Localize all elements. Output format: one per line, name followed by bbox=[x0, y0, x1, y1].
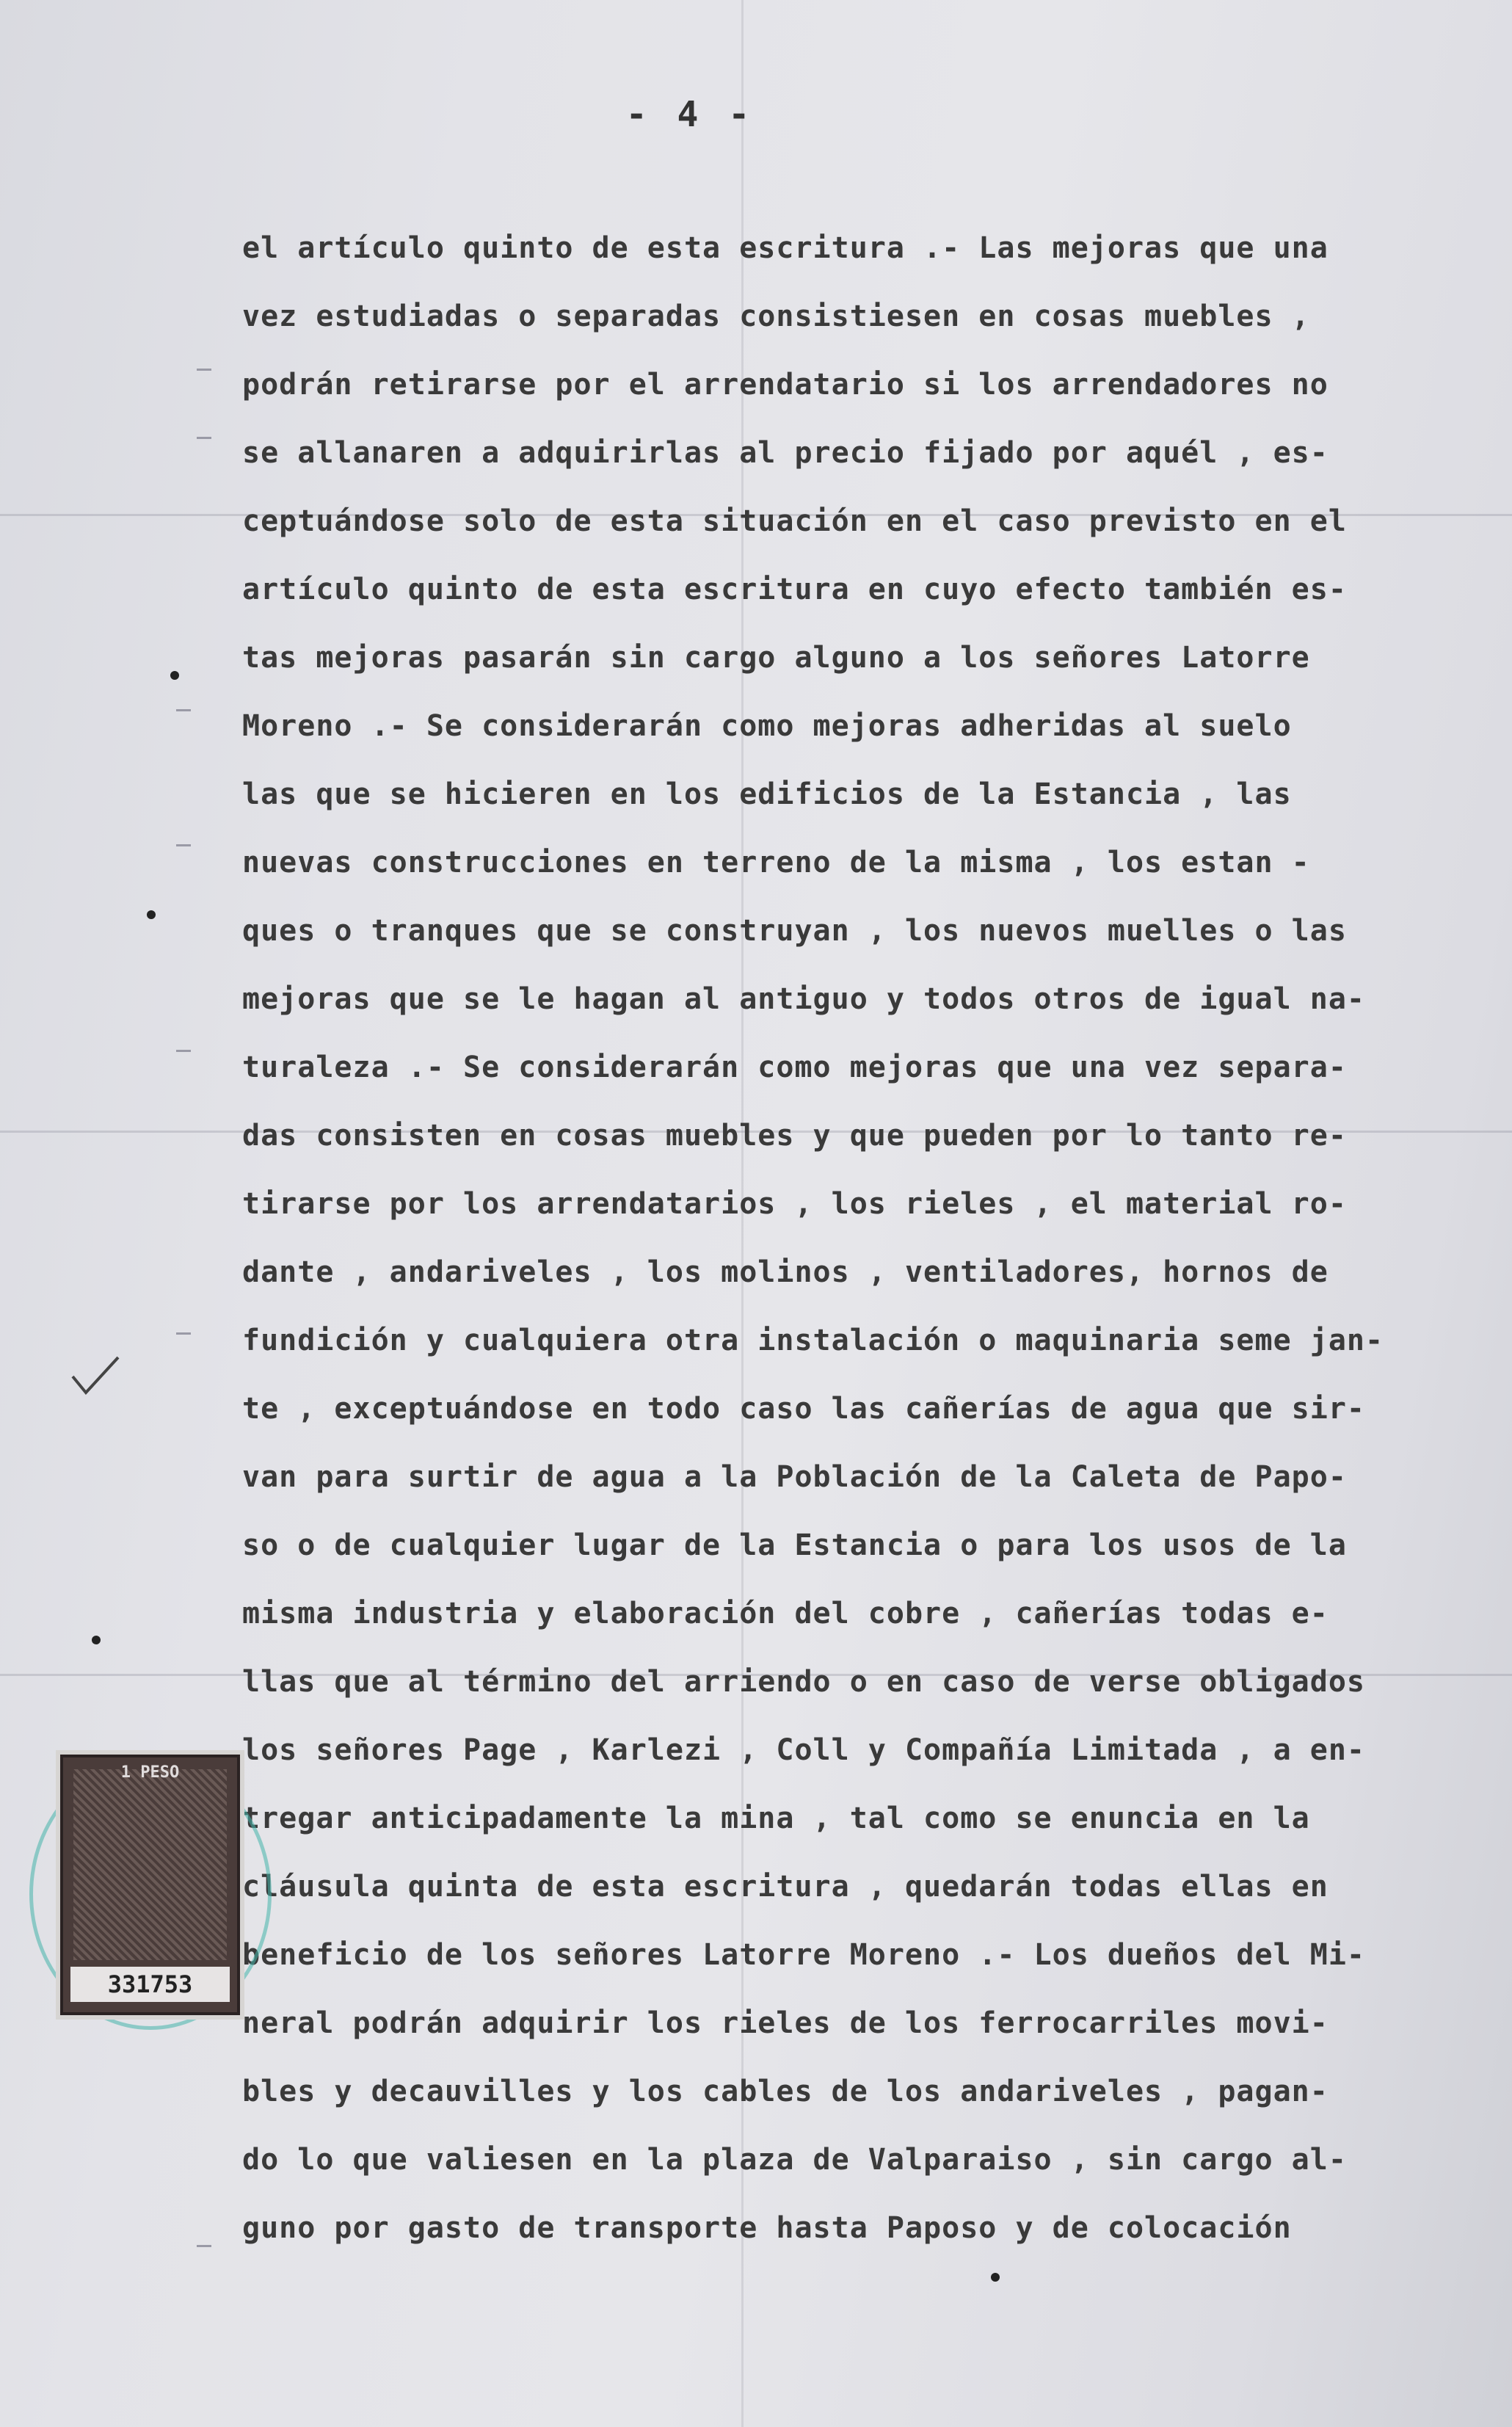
text-line: fundición y cualquiera otra instalación o maquinaria seme jan- bbox=[242, 1324, 1384, 1357]
text-line: das consisten en cosas muebles y que pueden por lo tanto re- bbox=[242, 1119, 1347, 1153]
text-line: artículo quinto de esta escritura en cuyo efecto también es- bbox=[242, 573, 1347, 606]
margin-dot bbox=[170, 671, 179, 680]
text-line: tirarse por los arrendatarios , los rieles , el material ro- bbox=[242, 1187, 1347, 1221]
text-line: los señores Page , Karlezi , Coll y Compañía Limitada , a en- bbox=[242, 1733, 1366, 1767]
typed-text-block bbox=[242, 214, 1461, 2263]
revenue-stamp bbox=[60, 1755, 240, 2015]
text-line: guno por gasto de transporte hasta Paposo y de colocación bbox=[242, 2211, 1292, 2245]
text-line: bles y decauvilles y los cables de los andariveles , pagan- bbox=[242, 2075, 1329, 2108]
text-line: llas que al término del arriendo o en caso de verse obligados bbox=[242, 1665, 1366, 1699]
margin-dash bbox=[197, 2245, 211, 2247]
text-line: Moreno .- Se considerarán como mejoras adheridas al suelo bbox=[242, 709, 1292, 743]
text-line: cláusula quinta de esta escritura , quedarán todas ellas en bbox=[242, 1870, 1329, 1904]
margin-dash bbox=[176, 844, 191, 846]
stamp-serial-number: 331753 bbox=[70, 1967, 230, 2002]
text-line: nuevas construcciones en terreno de la misma , los estan - bbox=[242, 846, 1310, 879]
text-line: las que se hicieren en los edificios de la Estancia , las bbox=[242, 777, 1292, 811]
margin-dash bbox=[197, 369, 211, 371]
check-mark-icon bbox=[70, 1354, 121, 1398]
margin-dash bbox=[176, 1332, 191, 1335]
text-line: se allanaren a adquirirlas al precio fijado por aquél , es- bbox=[242, 436, 1329, 470]
margin-dot bbox=[92, 1636, 101, 1644]
margin-dash bbox=[176, 1050, 191, 1052]
text-line: el artículo quinto de esta escritura .- Las mejoras que una bbox=[242, 231, 1329, 265]
text-line: vez estudiadas o separadas consistiesen en cosas muebles , bbox=[242, 300, 1310, 333]
text-line: do lo que valiesen en la plaza de Valparaiso , sin cargo al- bbox=[242, 2143, 1347, 2177]
text-line: mejoras que se le hagan al antiguo y todos otros de igual na- bbox=[242, 982, 1366, 1016]
text-line: ceptuándose solo de esta situación en el caso previsto en el bbox=[242, 504, 1347, 538]
text-line: dante , andariveles , los molinos , ventiladores, hornos de bbox=[242, 1255, 1329, 1289]
margin-dash bbox=[176, 709, 191, 711]
text-line: so o de cualquier lugar de la Estancia o para los usos de la bbox=[242, 1528, 1347, 1562]
text-line: te , exceptuándose en todo caso las cañerías de agua que sir- bbox=[242, 1392, 1366, 1426]
text-line: beneficio de los señores Latorre Moreno .- Los dueños del Mi- bbox=[242, 1938, 1366, 1972]
text-line: tregar anticipadamente la mina , tal como se enuncia en la bbox=[242, 1802, 1310, 1835]
margin-dash bbox=[197, 437, 211, 439]
text-line: tas mejoras pasarán sin cargo alguno a los señores Latorre bbox=[242, 641, 1310, 675]
stamp-emblem bbox=[73, 1769, 227, 1960]
stamp-label: 1 PESO bbox=[120, 1763, 180, 1782]
text-line: van para surtir de agua a la Población de la Caleta de Papo- bbox=[242, 1460, 1347, 1494]
margin-dot bbox=[147, 910, 156, 919]
page-number: - 4 - bbox=[625, 94, 755, 135]
text-line: ques o tranques que se construyan , los nuevos muelles o las bbox=[242, 914, 1347, 948]
text-line: neral podrán adquirir los rieles de los ferrocarriles movi- bbox=[242, 2006, 1329, 2040]
text-line: podrán retirarse por el arrendatario si los arrendadores no bbox=[242, 368, 1329, 402]
text-line: turaleza .- Se considerarán como mejoras que una vez separa- bbox=[242, 1051, 1347, 1084]
text-line: misma industria y elaboración del cobre , cañerías todas e- bbox=[242, 1597, 1329, 1630]
margin-dot bbox=[991, 2273, 1000, 2282]
